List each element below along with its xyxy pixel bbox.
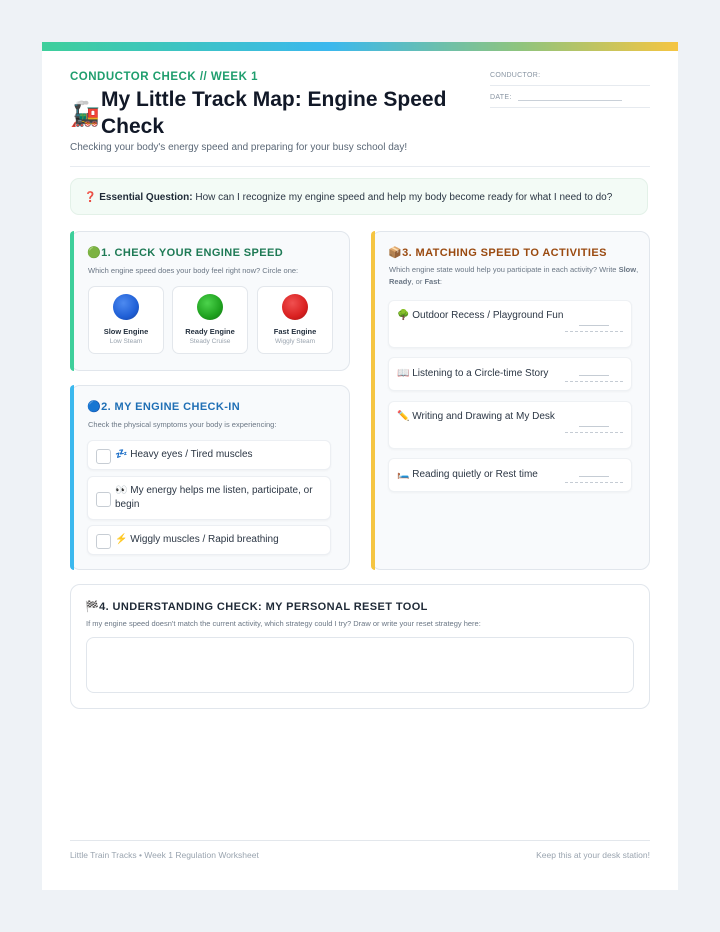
footer-right: Keep this at your desk station!	[536, 850, 650, 860]
engine-sub: Low Steam	[109, 338, 143, 345]
eyes-icon: 👀	[115, 485, 128, 496]
section-title-text: 3. MATCHING SPEED TO ACTIVITIES	[402, 247, 607, 259]
section-title-text: 2. MY ENGINE CHECK-IN	[101, 401, 241, 413]
date-line[interactable]	[518, 100, 622, 101]
red-circle-icon	[282, 294, 308, 320]
date-field[interactable]	[490, 94, 650, 101]
gradient-top-bar	[42, 42, 678, 51]
meta-divider	[490, 85, 650, 86]
desc-sep: ,	[636, 265, 639, 274]
page-subtitle: Checking your body's energy speed and preparing for your busy school day!	[70, 142, 408, 153]
checkin-text: Heavy eyes / Tired muscles	[130, 449, 253, 460]
section-title	[87, 400, 240, 413]
section-engine-check-in	[70, 385, 350, 570]
engine-option-slow[interactable]	[88, 286, 164, 354]
desc-sep: , or	[411, 277, 425, 286]
section-title	[388, 246, 607, 259]
footer-left: Little Train Tracks • Week 1 Regulation Worksheet	[70, 850, 259, 860]
essential-question-box	[70, 178, 648, 215]
engine-option-ready[interactable]	[172, 286, 248, 354]
card-accent	[371, 231, 375, 570]
answer-blank[interactable]	[565, 331, 623, 332]
date-label: DATE:	[490, 94, 512, 101]
activity-row	[388, 458, 632, 492]
word-slow: Slow	[618, 265, 637, 274]
engine-name: Slow Engine	[103, 327, 149, 336]
eyebrow-label: CONDUCTOR CHECK // WEEK 1	[70, 71, 258, 83]
activity-text: Outdoor Recess / Playground Fun	[412, 310, 564, 321]
engine-option-fast[interactable]	[257, 286, 333, 354]
book-icon: 📖	[397, 368, 410, 379]
bed-icon: 🛏️	[397, 469, 410, 480]
question-icon: ❓	[84, 192, 97, 203]
engine-name: Ready Engine	[185, 327, 235, 336]
page-title: My Little Track Map: Engine Speed Check	[101, 88, 447, 138]
checkin-item[interactable]	[87, 476, 331, 520]
answer-blank[interactable]	[579, 375, 609, 376]
section-desc: If my engine speed doesn't match the current activity, which strategy could I try? Draw or write your reset strategy here:	[86, 619, 481, 628]
checkin-item[interactable]	[87, 440, 331, 470]
section-title	[85, 600, 428, 613]
section-engine-speed	[70, 231, 350, 371]
section-desc: Check the physical symptoms your body is experiencing:	[88, 420, 277, 429]
pencil-icon: ✏️	[397, 411, 410, 422]
sleep-icon: 💤	[115, 449, 128, 460]
answer-blank[interactable]	[565, 482, 623, 483]
lightning-icon: ⚡	[115, 534, 128, 545]
box-icon: 📦	[388, 247, 403, 259]
section-desc	[389, 264, 639, 288]
section-reset-tool	[70, 584, 650, 709]
answer-blank[interactable]	[565, 381, 623, 382]
activity-text: Reading quietly or Rest time	[412, 469, 538, 480]
activity-text: Listening to a Circle-time Story	[412, 368, 549, 379]
word-ready: Ready	[389, 277, 412, 286]
section-title-text: 1. CHECK YOUR ENGINE SPEED	[101, 247, 284, 259]
checkbox[interactable]	[96, 449, 111, 464]
checkin-item[interactable]	[87, 525, 331, 555]
checkin-text: Wiggly muscles / Rapid breathing	[130, 534, 279, 545]
answer-blank[interactable]	[579, 426, 609, 427]
activity-row	[388, 357, 632, 391]
checkin-text: My energy helps me listen, participate, or begin	[115, 485, 313, 510]
word-fast: Fast	[424, 277, 440, 286]
engine-sub: Wiggly Steam	[274, 338, 316, 345]
checkered-flag-icon: 🏁	[85, 601, 100, 613]
section-matching-activities	[371, 231, 650, 570]
activity-text: Writing and Drawing at My Desk	[412, 411, 555, 422]
card-accent	[70, 385, 74, 570]
card-accent	[70, 231, 74, 371]
green-circle-icon	[197, 294, 223, 320]
answer-blank[interactable]	[579, 476, 609, 477]
activity-row	[388, 401, 632, 449]
reset-strategy-area[interactable]	[86, 637, 634, 693]
checkbox[interactable]	[96, 492, 111, 507]
answer-blank[interactable]	[579, 325, 609, 326]
blue-circle-icon	[113, 294, 139, 320]
blue-circle-icon: 🔵	[87, 401, 102, 413]
train-icon: 🚂	[70, 101, 100, 128]
engine-sub: Steady Cruise	[189, 338, 231, 345]
essential-question-text: How can I recognize my engine speed and help my body become ready for what I need to do?	[192, 192, 613, 203]
footer-divider	[70, 840, 650, 841]
activity-row	[388, 300, 632, 348]
tree-icon: 🌳	[397, 310, 410, 321]
checkbox[interactable]	[96, 534, 111, 549]
green-circle-icon: 🟢	[87, 247, 102, 259]
engine-name: Fast Engine	[273, 327, 317, 336]
meta-divider	[490, 107, 650, 108]
conductor-field[interactable]	[490, 72, 650, 86]
essential-question-label: Essential Question:	[99, 192, 193, 203]
desc-text: Which engine state would help you participate in each activity? Write	[389, 265, 619, 274]
section-title	[87, 246, 283, 259]
answer-blank[interactable]	[565, 432, 623, 433]
section-desc: Which engine speed does your body feel right now? Circle one:	[88, 266, 299, 275]
desc-sep: :	[439, 277, 442, 286]
worksheet-page	[42, 42, 678, 890]
conductor-label: CONDUCTOR:	[490, 72, 541, 79]
header-divider	[70, 166, 650, 167]
section-title-text: 4. UNDERSTANDING CHECK: MY PERSONAL RESET TOOL	[99, 601, 428, 613]
